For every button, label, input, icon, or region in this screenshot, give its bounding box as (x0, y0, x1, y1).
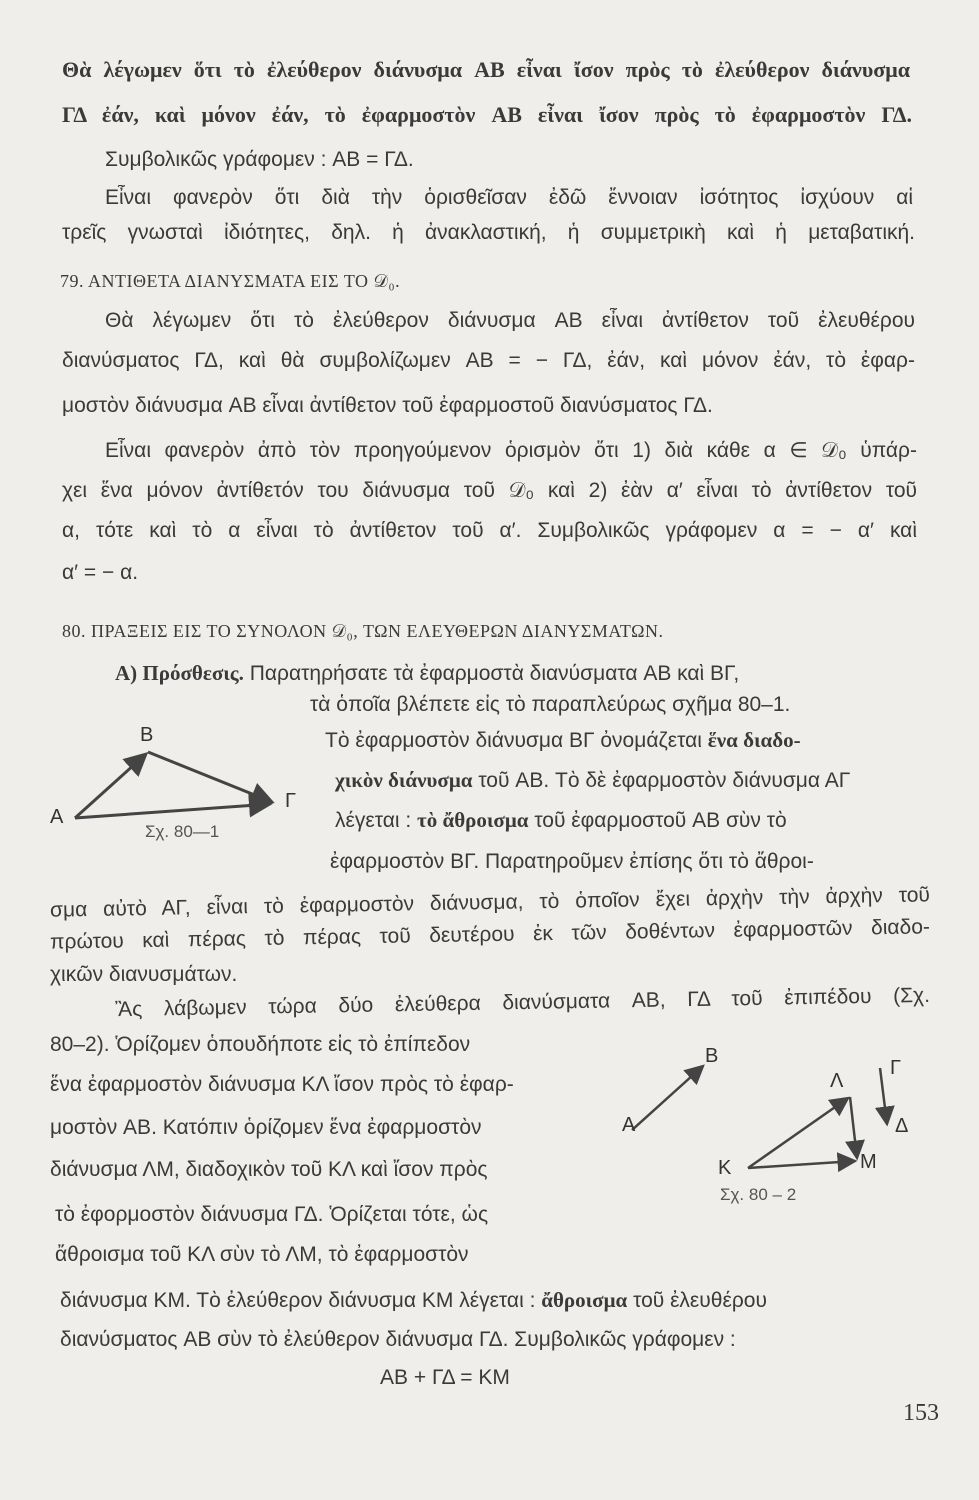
point-label: Κ (718, 1157, 732, 1179)
subheading-addition: Α) Πρόσθεσις. (115, 661, 244, 685)
text-line: ἄθροισμα τοῦ ΚΛ σὺν τὸ ΛΜ, τὸ ἐφαρμοστὸν (55, 1243, 469, 1266)
text-line: μοστὸν AB. Κατόπιν ὁρίζομεν ἕνα ἐφαρμοστὸν (50, 1116, 482, 1139)
vector-lm (850, 1097, 857, 1158)
text-line: α, τότε καὶ τὸ α εἶναι τὸ ἀντίθετον τοῦ α′. Συμβολικῶς γράφομεν α = − α′ καὶ (62, 519, 917, 542)
bold-term: τὸ ἄθροισμα (417, 808, 529, 832)
point-label: Δ (895, 1115, 909, 1137)
equation-line: Συμβολικῶς γράφομεν : AB = ΓΔ. (105, 148, 414, 171)
text-line: χικῶν διανυσμάτων. (50, 963, 238, 986)
point-label: B (140, 724, 154, 746)
point-label: Μ (860, 1151, 877, 1173)
point-label: B (705, 1045, 719, 1067)
vector-bg (148, 752, 272, 802)
point-label: Λ (830, 1070, 844, 1092)
text-line: μοστὸν διάνυσμα AB εἶναι ἀντίθετον τοῦ ἐφαρμοστοῦ διανύσματος ΓΔ. (62, 394, 713, 417)
text-line: ἕνα ἐφαρμοστὸν διάνυσμα ΚΛ ἴσον πρὸς τὸ ἐφαρ- (50, 1073, 514, 1096)
text-line: Θὰ λέγωμεν ὅτι τὸ ἐλεύθερον διάνυσμα AB εἶναι ἴσον πρὸς τὸ ἐλεύθερον διάνυσμα (62, 57, 910, 82)
section-heading-80: 80. ΠΡΑΞΕΙΣ ΕΙΣ ΤΟ ΣΥΝΟΛΟΝ 𝒟₀, ΤΩΝ ΕΛΕΥΘΕΡΩΝ ΔΙΑΝΥΣΜΑΤΩΝ. (62, 621, 664, 641)
vector-ag (75, 804, 270, 818)
bold-term: ἄθροισμα (541, 1288, 628, 1312)
text: Τὸ ἐφαρμοστὸν διάνυσμα ΒΓ ὀνομάζεται (325, 729, 702, 752)
text-line: διάνυσμα ΛΜ, διαδοχικὸν τοῦ ΚΛ καὶ ἴσον πρὸς (50, 1158, 488, 1181)
text-line: σμα αὐτὸ ΑΓ, εἶναι τὸ ἐφαρμοστὸν διάνυσμα, τὸ ὁποῖον ἔχει ἀρχὴν τὴν ἀρχὴν τοῦ (49, 883, 931, 922)
text-line: διανύσματος AB σὺν τὸ ἐλεύθερον διάνυσμα ΓΔ. Συμβολικῶς γράφομεν : (60, 1328, 736, 1351)
vector-ab (632, 1066, 703, 1130)
text-line: διανύσματος ΓΔ, καὶ θὰ συμβολίζωμεν AB = − ΓΔ, ἐάν, καὶ μόνον ἐάν, τὸ ἐφαρ- (62, 349, 915, 372)
text-line: α′ = − α. (62, 561, 139, 584)
text-line: τρεῖς γνωσταὶ ἰδιότητες, δηλ. ἡ ἀνακλαστική, ἡ συμμετρικὴ καὶ ἡ μεταβατική. (62, 221, 915, 244)
text-line: Εἶναι φανερὸν ἀπὸ τὸν προηγούμενον ὁρισμὸν ὅτι 1) διὰ κάθε α ∈ 𝒟₀ ὑπάρ- (105, 439, 917, 462)
text: διάνυσμα ΚΜ. Τὸ ἐλεύθερον διάνυσμα ΚΜ λέγεται : (60, 1289, 536, 1312)
text: τοῦ AB. Τὸ δὲ ἐφαρμοστὸν διάνυσμα ΑΓ (478, 769, 851, 792)
text-line: τὸ ἐφορμοστὸν διάνυσμα ΓΔ. Ὁρίζεται τότε, ὡς (55, 1203, 489, 1226)
text: Παρατηρήσατε τὰ ἐφαρμοστὰ διανύσματα AB καὶ ΒΓ, (249, 662, 740, 685)
point-label: A (50, 806, 64, 828)
text: τοῦ ἐλευθέρου (633, 1289, 767, 1312)
vector-kl (748, 1098, 848, 1168)
text-line: τὰ ὁποῖα βλέπετε εἰς τὸ παραπλεύρως σχῆμα 80–1. (310, 693, 791, 716)
equation-line: AB + ΓΔ = ΚΜ (380, 1366, 510, 1389)
point-label: Γ (890, 1057, 902, 1079)
text-line: χει ἕνα μόνον ἀντίθετόν του διάνυσμα τοῦ 𝒟₀ καὶ 2) ἐὰν α′ εἶναι τὸ ἀντίθετον τοῦ (62, 479, 917, 502)
vector-gd (880, 1068, 887, 1124)
figure-caption: Σχ. 80—1 (145, 822, 220, 841)
text-line: 80–2). Ὁρίζομεν ὁπουδήποτε εἰς τὸ ἐπίπεδον (50, 1033, 471, 1056)
figure-80-1 (75, 752, 272, 818)
section-heading-79: 79. ΑΝΤΙΘΕΤΑ ΔΙΑΝΥΣΜΑΤΑ ΕΙΣ ΤΟ 𝒟₀. (60, 271, 401, 291)
text-line: Ἂς λάβωμεν τώρα δύο ἐλεύθερα διανύσματα AB, ΓΔ τοῦ ἐπιπέδου (Σχ. (114, 983, 931, 1022)
figure-caption: Σχ. 80 – 2 (720, 1185, 797, 1204)
point-label: A (622, 1114, 636, 1136)
point-label: Γ (285, 790, 297, 812)
figure-80-2 (632, 1066, 887, 1168)
text-line: πρώτου καὶ πέρας τὸ πέρας τοῦ δευτέρου ἐκ τῶν δοθέντων ἐφαρμοστῶν διαδο- (49, 915, 931, 954)
text: τοῦ ἐφαρμοστοῦ AB σὺν τὸ (534, 809, 787, 832)
bold-term: ἕνα διαδο- (707, 728, 801, 752)
vector-km (748, 1161, 855, 1168)
text-line: ἐφαρμοστὸν ΒΓ. Παρατηροῦμεν ἐπίσης ὅτι τὸ ἄθροι- (330, 850, 814, 873)
text-line: ΓΔ ἐάν, καὶ μόνον ἐάν, τὸ ἐφαρμοστὸν AB εἶναι ἴσον πρὸς τὸ ἐφαρμοστὸν ΓΔ. (62, 102, 912, 127)
text-line: Εἶναι φανερὸν ὅτι διὰ τὴν ὁρισθεῖσαν ἐδῶ ἔννοιαν ἰσότητος ἰσχύουν αἱ (105, 186, 913, 209)
text-line: Θὰ λέγωμεν ὅτι τὸ ἐλεύθερον διάνυσμα AB εἶναι ἀντίθετον τοῦ ἐλευθέρου (105, 309, 915, 332)
page-number: 153 (903, 1400, 939, 1426)
text: λέγεται : (335, 809, 412, 832)
vector-ab (75, 754, 146, 818)
bold-term: χικὸν διάνυσμα (335, 768, 473, 792)
